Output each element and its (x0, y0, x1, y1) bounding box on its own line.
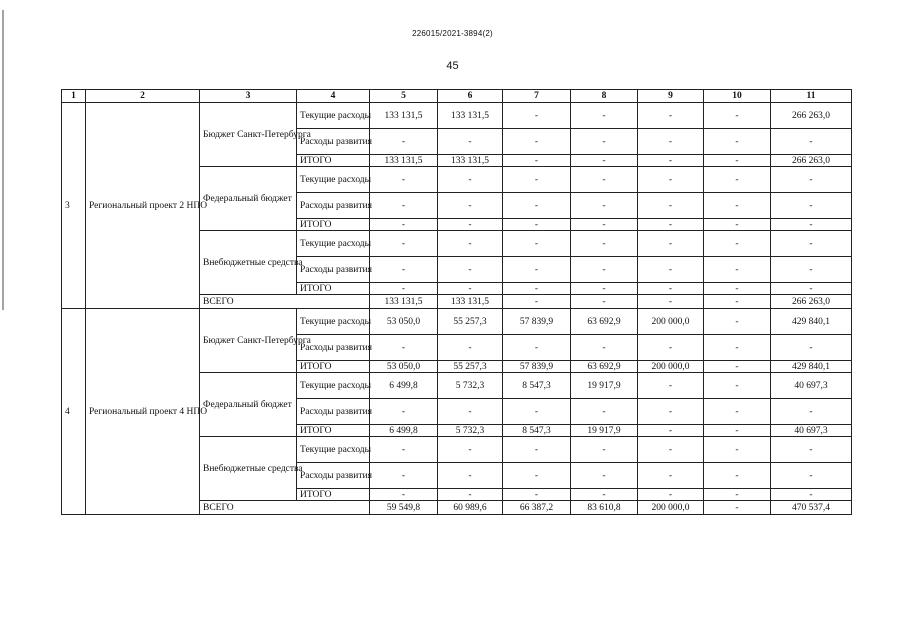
value-cell: - (704, 309, 771, 335)
value-cell: 8 547,3 (503, 373, 571, 399)
value-cell: - (771, 399, 852, 425)
column-header: 3 (200, 90, 297, 103)
value-cell: - (638, 463, 704, 489)
value-cell: - (370, 257, 438, 283)
value-cell: 55 257,3 (438, 309, 503, 335)
value-cell: - (638, 335, 704, 361)
value-cell: - (704, 257, 771, 283)
value-cell: - (704, 283, 771, 295)
column-header: 6 (438, 90, 503, 103)
value-cell: 5 732,3 (438, 425, 503, 437)
value-cell: - (638, 193, 704, 219)
value-cell: - (704, 231, 771, 257)
value-cell: - (438, 167, 503, 193)
value-cell: - (370, 283, 438, 295)
total-value-cell: 133 131,5 (370, 295, 438, 309)
value-cell: - (704, 335, 771, 361)
value-cell: - (438, 257, 503, 283)
expense-type: Расходы развития (297, 257, 370, 283)
value-cell: - (704, 219, 771, 231)
total-value-cell: - (638, 295, 704, 309)
value-cell: - (438, 463, 503, 489)
value-cell: - (438, 129, 503, 155)
value-cell: - (571, 129, 638, 155)
value-cell: - (438, 335, 503, 361)
value-cell: - (571, 193, 638, 219)
value-cell: - (370, 167, 438, 193)
column-header: 4 (297, 90, 370, 103)
value-cell: - (571, 463, 638, 489)
value-cell: - (503, 463, 571, 489)
funding-source: Бюджет Санкт-Петербурга (200, 309, 297, 373)
value-cell: 429 840,1 (771, 361, 852, 373)
expense-type: Текущие расходы (297, 373, 370, 399)
value-cell: - (638, 231, 704, 257)
expense-type: ИТОГО (297, 489, 370, 501)
funding-source: Федеральный бюджет (200, 373, 297, 437)
value-cell: - (571, 167, 638, 193)
funding-source: Внебюджетные средства (200, 437, 297, 501)
expense-type: Расходы развития (297, 463, 370, 489)
value-cell: 40 697,3 (771, 425, 852, 437)
value-cell: - (704, 103, 771, 129)
value-cell: 429 840,1 (771, 309, 852, 335)
total-value-cell: 60 989,6 (438, 501, 503, 515)
expense-type: Расходы развития (297, 399, 370, 425)
total-value-cell: 133 131,5 (438, 295, 503, 309)
value-cell: - (370, 129, 438, 155)
value-cell: - (771, 335, 852, 361)
expense-type: ИТОГО (297, 361, 370, 373)
expense-type: Расходы развития (297, 129, 370, 155)
value-cell: 57 839,9 (503, 309, 571, 335)
value-cell: - (704, 167, 771, 193)
column-header: 10 (704, 90, 771, 103)
value-cell: - (771, 283, 852, 295)
value-cell: - (638, 257, 704, 283)
value-cell: - (571, 437, 638, 463)
value-cell: - (370, 335, 438, 361)
value-cell: - (370, 437, 438, 463)
total-value-cell: 66 387,2 (503, 501, 571, 515)
value-cell: - (503, 399, 571, 425)
value-cell: 40 697,3 (771, 373, 852, 399)
value-cell: 133 131,5 (370, 103, 438, 129)
value-cell: 8 547,3 (503, 425, 571, 437)
value-cell: - (370, 231, 438, 257)
value-cell: 266 263,0 (771, 155, 852, 167)
scan-edge-mark (2, 10, 7, 310)
value-cell: - (438, 399, 503, 425)
value-cell: - (638, 373, 704, 399)
total-value-cell: 83 610,8 (571, 501, 638, 515)
value-cell: - (704, 361, 771, 373)
value-cell: - (704, 155, 771, 167)
project-number: 4 (62, 309, 86, 515)
expense-type: Расходы развития (297, 335, 370, 361)
expense-type: Текущие расходы (297, 309, 370, 335)
project-name: Региональный проект 4 НПО (86, 309, 200, 515)
value-cell: 55 257,3 (438, 361, 503, 373)
value-cell: - (771, 463, 852, 489)
page-number: 45 (446, 60, 459, 72)
value-cell: - (638, 489, 704, 501)
total-value-cell: - (503, 295, 571, 309)
expense-type: ИТОГО (297, 425, 370, 437)
total-value-cell: - (571, 295, 638, 309)
total-value-cell: 266 263,0 (771, 295, 852, 309)
value-cell: - (370, 463, 438, 489)
value-cell: - (438, 193, 503, 219)
value-cell: - (571, 231, 638, 257)
value-cell: - (571, 489, 638, 501)
expense-type: Текущие расходы (297, 103, 370, 129)
value-cell: - (503, 335, 571, 361)
expense-type: Текущие расходы (297, 231, 370, 257)
value-cell: - (704, 193, 771, 219)
value-cell: 133 131,5 (438, 103, 503, 129)
value-cell: - (571, 155, 638, 167)
value-cell: - (571, 103, 638, 129)
project-number: 3 (62, 103, 86, 309)
value-cell: 200 000,0 (638, 309, 704, 335)
total-value-cell: 200 000,0 (638, 501, 704, 515)
column-header: 5 (370, 90, 438, 103)
value-cell: - (638, 129, 704, 155)
column-header: 11 (771, 90, 852, 103)
value-cell: - (638, 155, 704, 167)
value-cell: - (503, 489, 571, 501)
value-cell: 133 131,5 (370, 155, 438, 167)
value-cell: - (571, 335, 638, 361)
value-cell: - (438, 219, 503, 231)
expense-type: ИТОГО (297, 155, 370, 167)
column-header: 1 (62, 90, 86, 103)
value-cell: - (503, 231, 571, 257)
column-header: 9 (638, 90, 704, 103)
value-cell: 53 050,0 (370, 309, 438, 335)
value-cell: - (638, 425, 704, 437)
value-cell: - (704, 373, 771, 399)
value-cell: - (704, 489, 771, 501)
value-cell: 19 917,9 (571, 425, 638, 437)
value-cell: - (571, 283, 638, 295)
total-label: ВСЕГО (200, 501, 370, 515)
funding-source: Внебюджетные средства (200, 231, 297, 295)
total-label: ВСЕГО (200, 295, 370, 309)
value-cell: - (704, 129, 771, 155)
value-cell: - (503, 103, 571, 129)
value-cell: - (638, 283, 704, 295)
total-value-cell: - (704, 295, 771, 309)
total-value-cell: - (704, 501, 771, 515)
value-cell: - (370, 489, 438, 501)
expense-type: ИТОГО (297, 219, 370, 231)
table-row (62, 309, 852, 335)
column-header: 7 (503, 90, 571, 103)
value-cell: 57 839,9 (503, 361, 571, 373)
funding-source: Федеральный бюджет (200, 167, 297, 231)
value-cell: 133 131,5 (438, 155, 503, 167)
value-cell: 200 000,0 (638, 361, 704, 373)
value-cell: - (438, 231, 503, 257)
value-cell: - (771, 167, 852, 193)
value-cell: - (704, 437, 771, 463)
value-cell: - (771, 437, 852, 463)
value-cell: 63 692,9 (571, 361, 638, 373)
value-cell: - (370, 399, 438, 425)
value-cell: 63 692,9 (571, 309, 638, 335)
column-header: 8 (571, 90, 638, 103)
value-cell: - (571, 257, 638, 283)
project-name: Региональный проект 2 НПО (86, 103, 200, 309)
value-cell: - (503, 437, 571, 463)
value-cell: - (771, 129, 852, 155)
value-cell: - (638, 399, 704, 425)
value-cell: - (638, 437, 704, 463)
value-cell: - (704, 463, 771, 489)
value-cell: 266 263,0 (771, 103, 852, 129)
funding-source: Бюджет Санкт-Петербурга (200, 103, 297, 167)
value-cell: - (503, 283, 571, 295)
value-cell: - (704, 399, 771, 425)
budget-table (61, 89, 852, 515)
value-cell: - (771, 219, 852, 231)
expense-type: Текущие расходы (297, 167, 370, 193)
value-cell: - (503, 219, 571, 231)
value-cell: - (438, 283, 503, 295)
value-cell: 53 050,0 (370, 361, 438, 373)
value-cell: 6 499,8 (370, 373, 438, 399)
value-cell: 5 732,3 (438, 373, 503, 399)
value-cell: - (503, 167, 571, 193)
value-cell: - (370, 219, 438, 231)
value-cell: - (438, 489, 503, 501)
total-value-cell: 59 549,8 (370, 501, 438, 515)
value-cell: - (771, 489, 852, 501)
value-cell: - (503, 257, 571, 283)
value-cell: 19 917,9 (571, 373, 638, 399)
expense-type: Расходы развития (297, 193, 370, 219)
expense-type: ИТОГО (297, 283, 370, 295)
value-cell: - (638, 167, 704, 193)
value-cell: - (503, 155, 571, 167)
value-cell: - (638, 219, 704, 231)
value-cell: 6 499,8 (370, 425, 438, 437)
value-cell: - (571, 399, 638, 425)
table-body (62, 103, 852, 515)
table-row (62, 103, 852, 129)
value-cell: - (503, 129, 571, 155)
value-cell: - (438, 437, 503, 463)
document-code: 226015/2021-3894(2) (412, 29, 493, 38)
value-cell: - (503, 193, 571, 219)
expense-type: Текущие расходы (297, 437, 370, 463)
value-cell: - (704, 425, 771, 437)
value-cell: - (771, 257, 852, 283)
value-cell: - (571, 219, 638, 231)
value-cell: - (370, 193, 438, 219)
column-header: 2 (86, 90, 200, 103)
value-cell: - (638, 103, 704, 129)
value-cell: - (771, 231, 852, 257)
value-cell: - (771, 193, 852, 219)
table-header-row (62, 90, 852, 103)
total-value-cell: 470 537,4 (771, 501, 852, 515)
